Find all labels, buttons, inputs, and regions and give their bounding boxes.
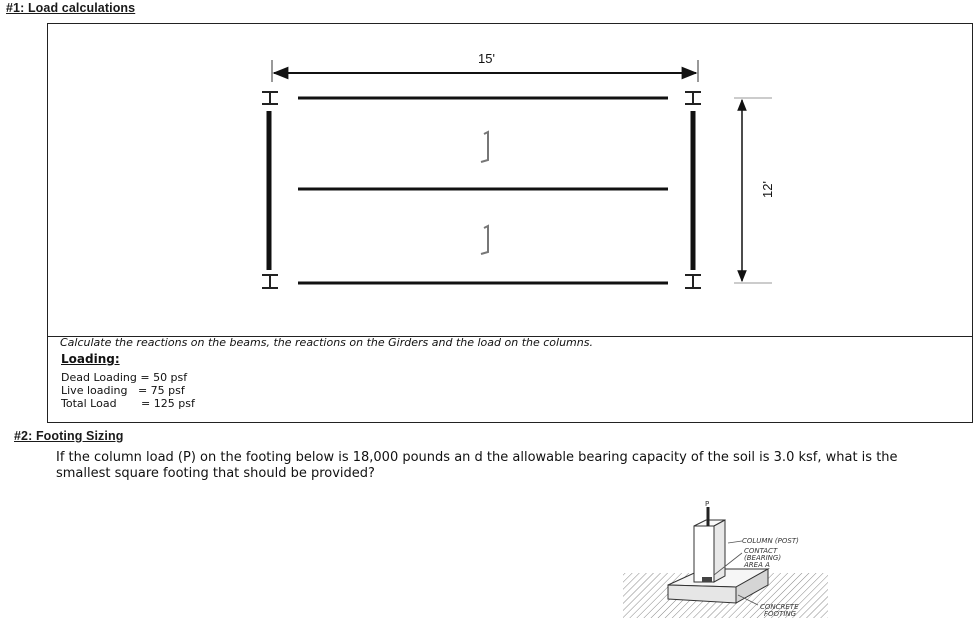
section-2-heading: #2: Footing Sizing [14, 429, 124, 443]
load-label: P [705, 500, 710, 508]
contact-label-line1: CONTACT [744, 547, 778, 555]
column-bottom-left [262, 275, 278, 288]
column-leader [728, 541, 742, 543]
footing-label-line1: CONCRETE [760, 603, 799, 611]
contact-area-mark [702, 577, 712, 582]
column-front [694, 526, 714, 582]
framing-plan-diagram [48, 24, 972, 336]
height-dimension-label: 12' [760, 181, 775, 198]
width-dimension-label: 15' [478, 51, 495, 66]
total-load-line: Total Load = 125 psf [61, 397, 195, 410]
column-bottom-right [685, 275, 701, 288]
problem-2-question: If the column load (P) on the footing below is 18,000 pounds an d the allowable bearing capacity of the soil is 3.0 ksf, what is the smallest square footing that should be provided? [56, 450, 898, 481]
loading-title: Loading: [61, 352, 120, 366]
span-direction-symbol-upper [481, 132, 488, 162]
section-1-heading: #1: Load calculations [6, 1, 136, 15]
live-load-line: Live loading = 75 psf [61, 384, 185, 397]
footing-label-line2: FOOTING [764, 610, 797, 618]
contact-label-line2: (BEARING) [744, 554, 782, 562]
column-side [714, 520, 725, 582]
problem-1-instructions: Calculate the reactions on the beams, the reactions on the Girders and the load on the columns. [60, 336, 593, 349]
contact-label-line3: AREA A [744, 561, 770, 569]
column-post-label: COLUMN (POST) [742, 537, 799, 545]
span-direction-symbol-lower [481, 226, 488, 254]
footing-figure [618, 495, 833, 618]
dead-load-line: Dead Loading = 50 psf [61, 371, 188, 384]
column-top-left [262, 92, 278, 104]
column-top-right [685, 92, 701, 104]
